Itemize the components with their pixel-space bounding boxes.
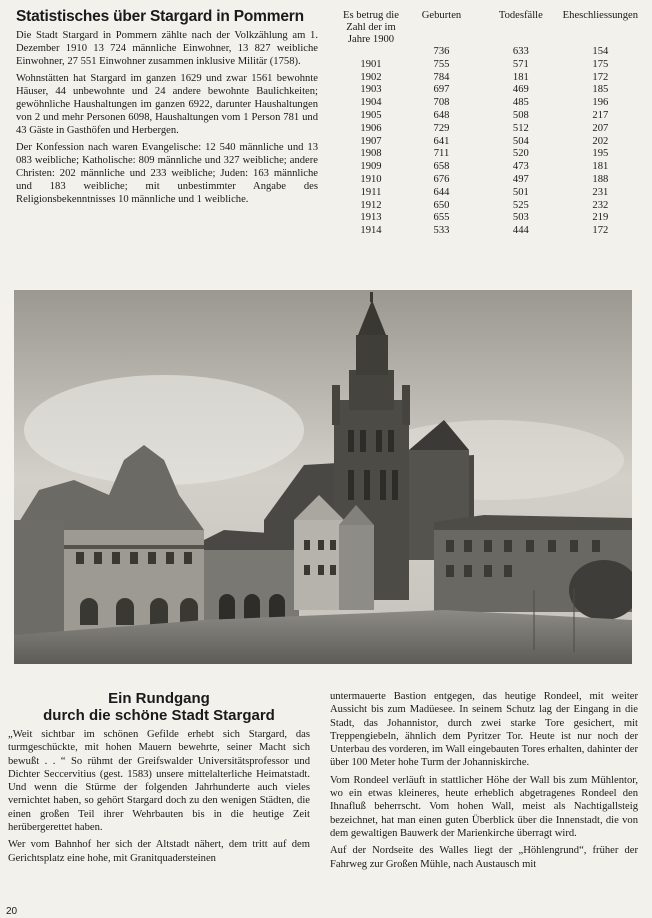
births-cell: 711 — [433, 148, 450, 160]
marriages-cell: 154 — [592, 46, 609, 57]
marriages-cell: 202 — [592, 135, 609, 147]
births-cell: 648 — [433, 109, 450, 121]
year-cell: 1906 — [360, 122, 382, 134]
deaths-cell: 520 — [512, 148, 529, 160]
deaths-cell: 501 — [512, 186, 529, 198]
marriages-cell: 196 — [592, 97, 609, 109]
deaths-header: Todesfälle — [498, 10, 543, 21]
tour-paragraph-rondeel: Vom Rondeel verläuft in stattlicher Höhe der Wall bis zum Mühlentor, wo ein etwas kleineres, heute erheblich abgetragenes Rondeel den Ihnafluß beherrscht. Vom hohen Wall, meist als Nachtigallsteig bezeichnet, hat man einen guten Überblick über die Innenstadt, die von dem gewaltigen Bauwerk der Marienkirche überragt wird. — [330, 774, 638, 839]
marriages-cell: 185 — [592, 84, 609, 96]
births-cell: 784 — [433, 71, 450, 83]
confession-paragraph: Der Konfession nach waren Evangelische: 12 540 männliche und 13 083 weibliche; Katholische: 809 männliche und 327 weibliche; andere Christen: 202 männliche und 233 weibliche; Juden: 163 männliche und 183 weibliche; mit unbestimmter Angabe des Religionsbekenntnisses 10 männliche und 1 weibliche. — [16, 141, 318, 206]
marriages-cell: 219 — [592, 212, 609, 224]
deaths-cell: 525 — [512, 199, 529, 211]
marriages-cell: 172 — [592, 71, 609, 83]
table-row — [338, 59, 638, 72]
table-row — [338, 123, 638, 136]
year-cell: 1914 — [360, 225, 382, 237]
births-cell: 676 — [433, 173, 450, 185]
deaths-cell: 633 — [512, 46, 529, 57]
table-header-row — [338, 10, 638, 46]
deaths-cell: 508 — [512, 109, 529, 121]
deaths-cell: 485 — [512, 97, 529, 109]
marriages-cell: 231 — [592, 186, 609, 198]
births-cell: 736 — [433, 46, 450, 57]
table-row — [338, 110, 638, 123]
marriages-cell: 195 — [592, 148, 609, 160]
year-cell: 1908 — [360, 148, 382, 160]
deaths-cell: 181 — [512, 71, 529, 83]
year-cell: 1905 — [360, 109, 382, 121]
year-cell: 1903 — [360, 84, 382, 96]
market-square-illustration — [14, 290, 632, 664]
deaths-cell: 571 — [512, 58, 529, 70]
table-row — [338, 187, 638, 200]
births-cell: 655 — [433, 212, 450, 224]
vital-statistics-table-wrap — [338, 10, 638, 238]
births-cell: 708 — [433, 97, 450, 109]
table-row — [338, 225, 638, 238]
statistics-title: Statistisches über Stargard in Pommern — [16, 8, 304, 25]
marriages-cell: 188 — [592, 173, 609, 185]
table-row — [338, 136, 638, 149]
table-body — [338, 46, 638, 238]
year-cell: 1911 — [360, 186, 382, 198]
births-cell: 533 — [433, 225, 450, 237]
tour-article-right — [330, 690, 638, 875]
table-row — [338, 97, 638, 110]
deaths-cell: 473 — [512, 161, 529, 173]
year-header: Es betrug die Zahl der im Jahre 1900 — [343, 10, 399, 45]
births-cell: 650 — [433, 199, 450, 211]
births-cell: 658 — [433, 161, 450, 173]
tour-article-left — [8, 690, 310, 869]
births-header: Geburten — [421, 10, 462, 21]
deaths-cell: 497 — [512, 173, 529, 185]
tour-paragraph-hoehlengrund: Auf der Nordseite des Walles liegt der „Höhlengrund“, früher der Fahrweg zur Großen Mühle, nach Austausch mit — [330, 845, 638, 870]
marriages-cell: 172 — [592, 225, 609, 237]
deaths-cell: 512 — [512, 122, 529, 134]
births-cell: 697 — [433, 84, 450, 96]
tour-paragraph-quote: „Weit sichtbar im schönen Gefilde erhebt sich Stargard, das turmgeschückte, mit hohen Mauern bewehrte, seiner Macht sich bewußt . . “ So rühmt der Greifswalder Universitätsprofessor und Dichter Seccervitius (gest. 1583) unsere mittelalterliche Heimatstadt. Und wenn die Stürme der folgenden Jahrhunderte auch vieles vernichtet haben, so gehört Stargard doch zu den wenigen Städten, die einen großen Teil ihrer Wehrbauten bis in die heutige Zeit herübergerettet haben. — [8, 729, 310, 834]
year-cell: 1910 — [360, 173, 382, 185]
statistics-article — [16, 8, 318, 210]
births-cell: 644 — [433, 186, 450, 198]
table-row — [338, 161, 638, 174]
page-number: 20 — [6, 906, 18, 917]
table-row — [338, 84, 638, 97]
tour-paragraph-bastion: untermauerte Bastion entgegen, das heutige Rondeel, mit weiter Aussicht bis zum Madüesee. In seinem Schutz lag der Eingang in die Stadt, das Johannistor, durch zwei starke Tore gesichert, mit Treppengiebeln, ähnlich dem Pyritzer Tor. Heute ist nur noch der Unterbau des vorderen, im Wall eingebauten Tores erhalten, dahinter der über 100 Meter hohe Turm der Johanniskirche. — [330, 691, 638, 769]
marriages-cell: 217 — [592, 109, 609, 121]
marriages-cell: 207 — [592, 122, 609, 134]
year-cell: 1909 — [360, 161, 382, 173]
tour-heading-line1: Ein Rundgang — [108, 690, 210, 707]
marriages-cell: 232 — [592, 199, 609, 211]
year-cell — [338, 46, 404, 59]
deaths-cell: 504 — [512, 135, 529, 147]
deaths-cell: 444 — [512, 225, 529, 237]
vital-statistics-table — [338, 10, 638, 238]
marriages-header: Eheschliessungen — [562, 10, 638, 21]
year-cell: 1901 — [360, 58, 382, 70]
table-row — [338, 72, 638, 85]
population-paragraph: Die Stadt Stargard in Pommern zählte nach der Volkzählung am 1. Dezember 1910 13 724 männliche Einwohner, 13 827 weibliche Einwohner, 27 551 Einwohner zusammen inklusive Militär (1758). — [16, 30, 318, 68]
marriages-cell: 175 — [592, 58, 609, 70]
year-cell: 1907 — [360, 135, 382, 147]
table-row — [338, 46, 638, 59]
births-cell: 729 — [433, 122, 450, 134]
tour-paragraph-bahnhof: Wer vom Bahnhof her sich der Altstadt nähert, dem tritt auf dem Gerichtsplatz eine hohe, mit Granitquadersteinen — [8, 839, 310, 864]
tour-heading-line2: durch die schöne Stadt Stargard — [43, 707, 275, 724]
year-cell: 1904 — [360, 97, 382, 109]
table-row — [338, 148, 638, 161]
births-cell: 755 — [433, 58, 450, 70]
year-cell: 1913 — [360, 212, 382, 224]
year-cell: 1912 — [360, 199, 382, 211]
year-cell: 1902 — [360, 71, 382, 83]
births-cell: 641 — [433, 135, 450, 147]
marriages-cell: 181 — [592, 161, 609, 173]
table-row — [338, 200, 638, 213]
deaths-cell: 503 — [512, 212, 529, 224]
deaths-cell: 469 — [512, 84, 529, 96]
stargard-market-photo — [14, 290, 632, 664]
table-row — [338, 174, 638, 187]
table-row — [338, 212, 638, 225]
housing-paragraph: Wohnstätten hat Stargard im ganzen 1629 und zwar 1561 bewohnte Häuser, 44 unbewohnte und 24 andere bewohnte Baulichkeiten; gewöhnliche Haushaltungen im ganzen 6922, darunter Haushaltungen von 2 und mehr Personen 6098, Haushaltungen vom 1 Person 781 und 43 Gäste in Gasthöfen und Herbergen. — [16, 72, 318, 137]
